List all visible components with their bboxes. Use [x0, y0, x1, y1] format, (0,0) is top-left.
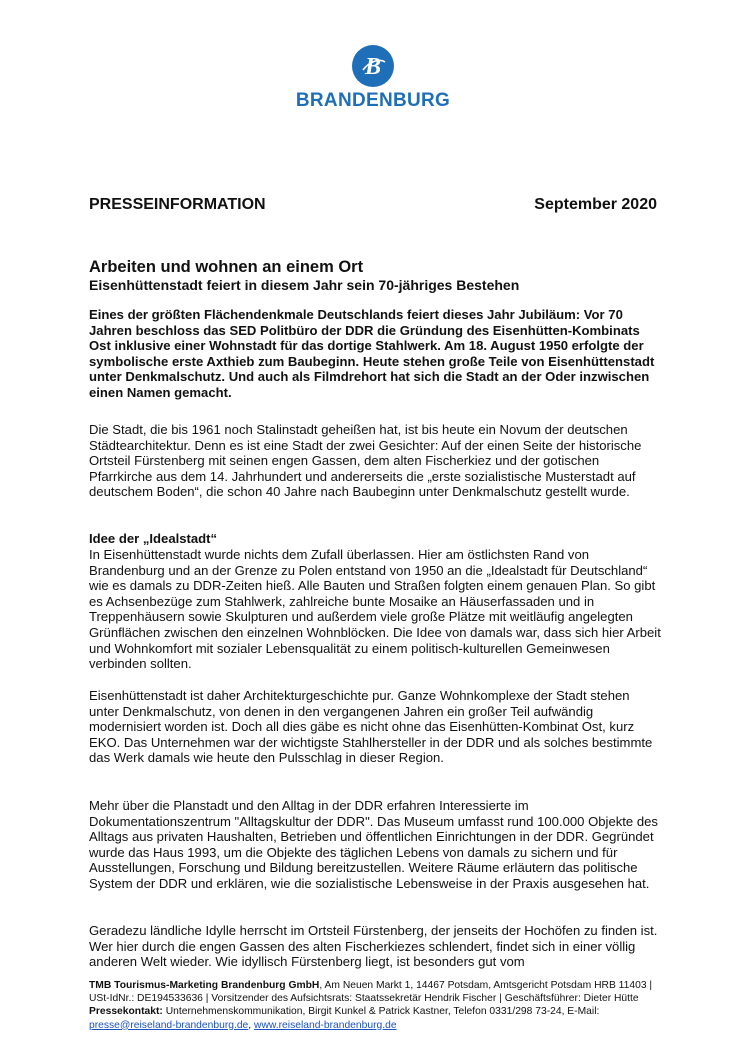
- footer-imprint: [89, 979, 664, 1032]
- footer-email-link[interactable]: presse@reiseland-brandenburg.de: [89, 1019, 249, 1031]
- footer-press-contact-label: Pressekontakt:: [89, 1006, 163, 1018]
- logo: [0, 44, 746, 112]
- footer-address: , Am Neuen Markt 1, 14467 Potsdam, Amtsgericht Potsdam HRB 11403 | USt-IdNr.: DE194533636 | Vorsitzender des Aufsichtsrats: Staatssekretär Hendrik Fischer | Geschäftsführer: Dieter Hütte: [89, 980, 653, 1005]
- press-date: September 2020: [534, 196, 657, 213]
- press-label: PRESSEINFORMATION: [89, 196, 266, 213]
- paragraph-1: Die Stadt, die bis 1961 noch Stalinstadt geheißen hat, ist bis heute ein Novum der deutschen Städtearchitektur. Denn es ist eine Stadt der zwei Gesichter: Auf der einen Seite der historische Ortsteil Fürstenberg mit seinen engen Gassen, dem alten Fischerkiez und der gotischen Pfarrkirche aus dem 14. Jahrhundert und andererseits die „erste sozialistische Musterstadt auf deutschem Boden“, die schon 40 Jahre nach Baubeginn unter Denkmalschutz gestellt wurde.: [89, 422, 642, 500]
- brand-wordmark: BRANDENBURG: [295, 90, 451, 111]
- paragraph-3: Eisenhüttenstadt ist daher Architekturgeschichte pur. Ganze Wohnkomplexe der Stadt stehen unter Denkmalschutz, von denen in den vergangenen Jahren ein großer Teil aufwändig modernisiert worden ist. Doch all dies gäbe es nicht ohne das Eisenhütten-Kombinat Ost, kurz EKO. Das Unternehmen war der wichtigste Stahlhersteller in der DDR und als solches bestimmte das Werk damals wie heute den Pulsschlag in dieser Region.: [89, 688, 653, 766]
- press-header: [89, 196, 657, 214]
- footer-press-contact: Unternehmenskommunikation, Birgit Kunkel & Patrick Kastner, Telefon 0331/298 73-24, E-Mail:: [162, 1006, 600, 1018]
- lead-paragraph: Eines der größten Flächendenkmale Deutschlands feiert dieses Jahr Jubiläum: Vor 70 Jahren beschloss das SED Politbüro der DDR die Gründung des Eisenhütten-Kombinats Ost inklusive einer Wohnstadt für das dortige Stahlwerk. Am 18. August 1950 erfolgte der symbolische erste Axthieb zum Baubeginn. Heute stehen große Teile von Eisenhüttenstadt unter Denkmalschutz. Und auch als Filmdrehort hat sich die Stadt an der Oder inzwischen einen Namen gemacht.: [89, 307, 655, 400]
- emblem-letter: B: [364, 54, 382, 80]
- paragraph-4: Mehr über die Planstadt und den Alltag in der DDR erfahren Interessierte im Dokumentationszentrum "Alltagskultur der DDR". Das Museum umfasst rund 100.000 Objekte des Alltags aus privaten Haushalten, Betrieben und öffentlichen Einrichtungen in der DDR. Gegründet wurde das Haus 1993, um die Objekte des täglichen Lebens von damals zu sichern und für Ausstellungen, Forschung und Bildung bereitzustellen. Weitere Räume erläutern das politische System der DDR und erklären, wie die sozialistische Lebensweise in der Praxis ausgesehen hat.: [89, 798, 658, 891]
- paragraph-5: Geradezu ländliche Idylle herrscht im Ortsteil Fürstenberg, der jenseits der Hochöfen zu finden ist. Wer hier durch die engen Gassen des alten Fischerkiezes schlendert, findet sich in einer völlig anderen Welt wieder. Wie idyllisch Fürstenberg liegt, ist besonders gut vom: [89, 923, 658, 970]
- article-title: Arbeiten und wohnen an einem Ort: [89, 258, 364, 276]
- brandenburg-emblem-icon: [351, 44, 395, 88]
- article-subtitle: Eisenhüttenstadt feiert in diesem Jahr sein 70-jähriges Bestehen: [89, 277, 520, 293]
- footer-website-link[interactable]: www.reiseland-brandenburg.de: [254, 1019, 397, 1031]
- footer-company: TMB Tourismus-Marketing Brandenburg GmbH: [89, 980, 320, 991]
- paragraph-2: In Eisenhüttenstadt wurde nichts dem Zufall überlassen. Hier am östlichsten Rand von Brandenburg und an der Grenze zu Polen entstand von 1950 an die „Idealstadt für Deutschland“ wie es damals zu DDR-Zeiten hieß. Alle Bauten und Straßen folgten einem genauen Plan. So gibt es Achsenbezüge zum Stahlwerk, zahlreiche bunte Mosaike an Häuserfassaden und in Treppenhäusern sowie Skulpturen und außerdem viele große Plätze mit weitläufig angelegten Grünflächen zwischen den einzelnen Wohnblöcken. Die Idee von damals war, dass sich hier Arbeit und Wohnkomfort mit sozialer Lebensqualität zu einem politisch-kulturellen Gemeinwesen verbinden sollten.: [89, 547, 661, 672]
- section-heading: Idee der „Idealstadt“: [89, 531, 218, 546]
- footer-separator: ,: [248, 1019, 255, 1031]
